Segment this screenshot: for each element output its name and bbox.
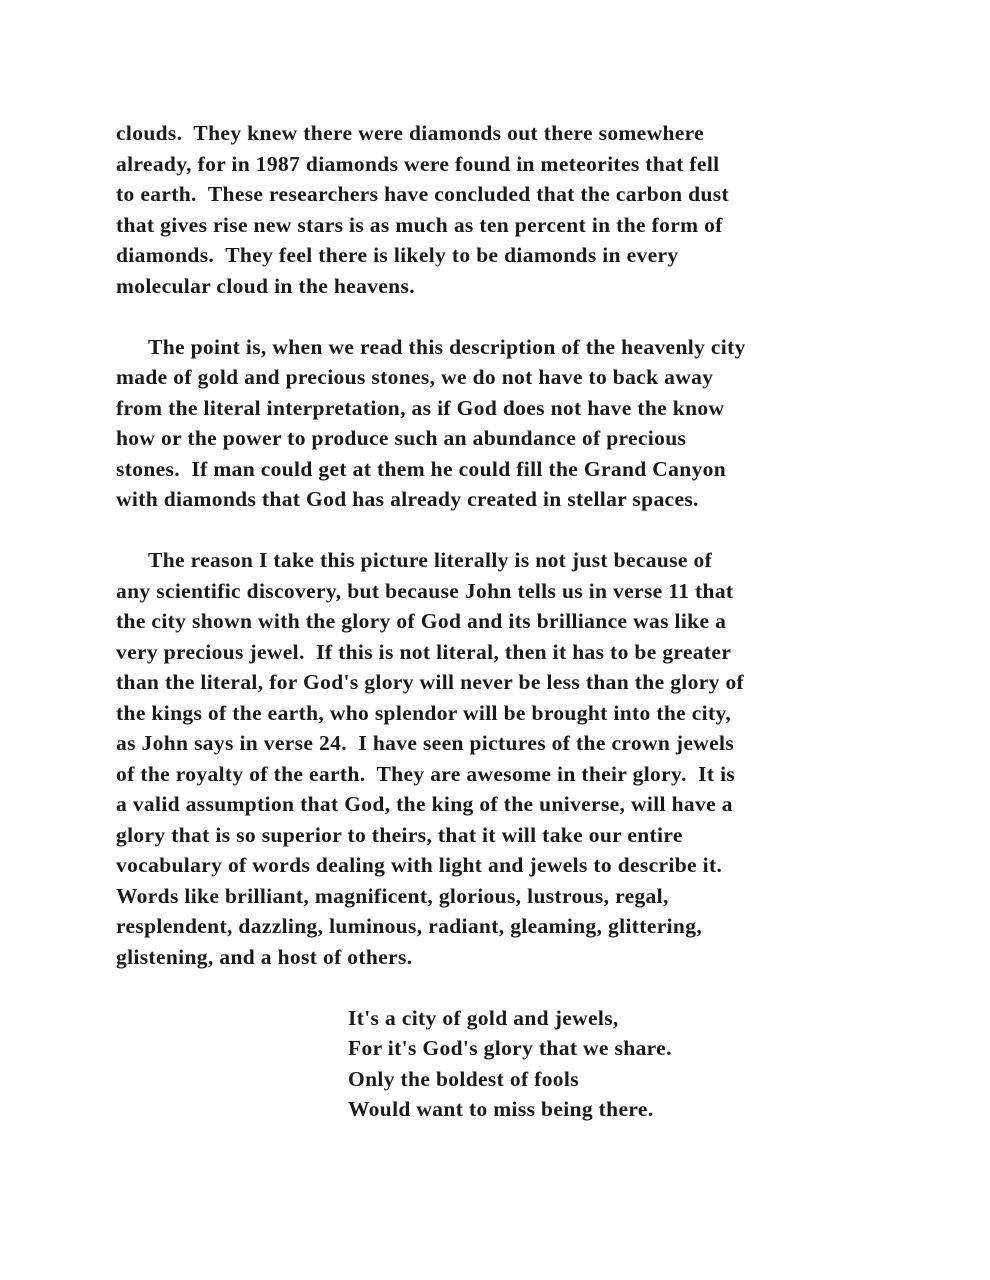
text-line: diamonds. They feel there is likely to be diamonds in every — [116, 243, 679, 267]
paragraph-gap — [116, 972, 876, 1003]
poem-line: Would want to miss being there. — [348, 1097, 654, 1121]
text-line: a valid assumption that God, the king of the universe, will have a — [116, 792, 733, 816]
text-line: of the royalty of the earth. They are awesome in their glory. It is — [116, 761, 736, 786]
poem-line: Only the boldest of fools — [348, 1066, 579, 1091]
text-line: to earth. These researchers have concluded that the carbon dust — [116, 182, 730, 206]
text-line: stones. If man could get at them he could fill the Grand Canyon — [116, 456, 727, 481]
text-line: from the literal interpretation, as if God does not have the know — [116, 395, 725, 420]
text-line: glory that is so superior to theirs, that it will take our entire — [116, 822, 683, 847]
text-line: than the literal, for God's glory will never be less than the glory of — [116, 670, 745, 694]
text-line: the kings of the earth, who splendor will be brought into the city, — [116, 700, 732, 725]
text-line: how or the power to produce such an abundance of precious — [116, 426, 687, 450]
text-line: The reason I take this picture literally is not just because of — [148, 548, 713, 572]
text-line: glistening, and a host of others. — [116, 944, 413, 969]
text-line: the city shown with the glory of God and its brilliance was like a — [116, 609, 727, 633]
text-line: as John says in verse 24. I have seen pictures of the crown jewels — [116, 731, 735, 755]
text-line: resplendent, dazzling, luminous, radiant, gleaming, glittering, — [116, 914, 703, 938]
text-line: vocabulary of words dealing with light and jewels to describe it. — [116, 853, 723, 877]
text-line: made of gold and precious stones, we do not have to back away — [116, 365, 714, 389]
text-line: already, for in 1987 diamonds were found in meteorites that fell — [116, 151, 720, 176]
text-line: The point is, when we read this description of the heavenly city — [148, 334, 746, 359]
document-body — [116, 118, 876, 1125]
paragraph-gap — [116, 301, 876, 332]
poem-line: For it's God's glory that we share. — [348, 1036, 672, 1060]
text-line: molecular cloud in the heavens. — [116, 273, 415, 298]
text-line: with diamonds that God has already created in stellar spaces. — [116, 487, 699, 511]
text-line: very precious jewel. If this is not literal, then it has to be greater — [116, 639, 732, 664]
text-line: clouds. They knew there were diamonds out there somewhere — [116, 121, 705, 145]
paragraph — [116, 545, 876, 972]
text-line: any scientific discovery, but because John tells us in verse 11 that — [116, 578, 734, 603]
text-line: Words like brilliant, magnificent, glorious, lustrous, regal, — [116, 883, 669, 908]
poem-line: It's a city of gold and jewels, — [348, 1005, 619, 1030]
paragraph — [116, 118, 876, 301]
text-line: that gives rise new stars is as much as ten percent in the form of — [116, 212, 723, 237]
paragraph — [116, 332, 876, 515]
poem-stanza — [116, 1003, 876, 1125]
paragraph-gap — [116, 515, 876, 546]
